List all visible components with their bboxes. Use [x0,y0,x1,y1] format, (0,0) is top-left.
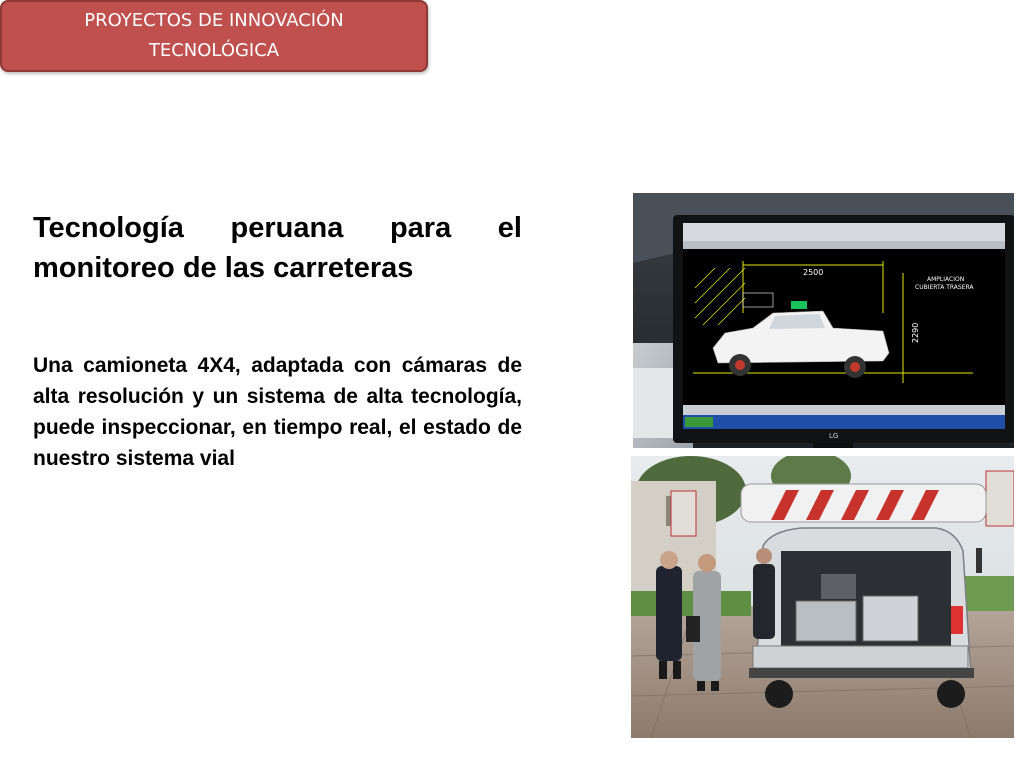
headline: Tecnología peruana para el monitoreo de las carreteras [33,212,522,284]
annotation-line1: AMPLIACION [927,276,965,283]
body-paragraph: Una camioneta 4X4, adaptada con cámaras de alta resolución y un sistema de alta tecnología, puede inspeccionar, en tiempo real, el estado de nuestro sistema vial [33,354,522,470]
section-title-line1: PROYECTOS DE INNOVACIÓN [84,10,344,31]
dimension-width-label: 2500 [803,268,824,277]
dimension-height-label: 2290 [911,322,920,343]
annotation-line2: CUBIERTA TRASERA [915,284,974,291]
monitor-brand-logo: LG [829,432,839,440]
monitor-cad-photo [633,193,1014,448]
section-title-badge [0,0,428,72]
section-title-line2: TECNOLÓGICA [148,40,280,61]
inspection-truck-photo [631,456,1014,738]
